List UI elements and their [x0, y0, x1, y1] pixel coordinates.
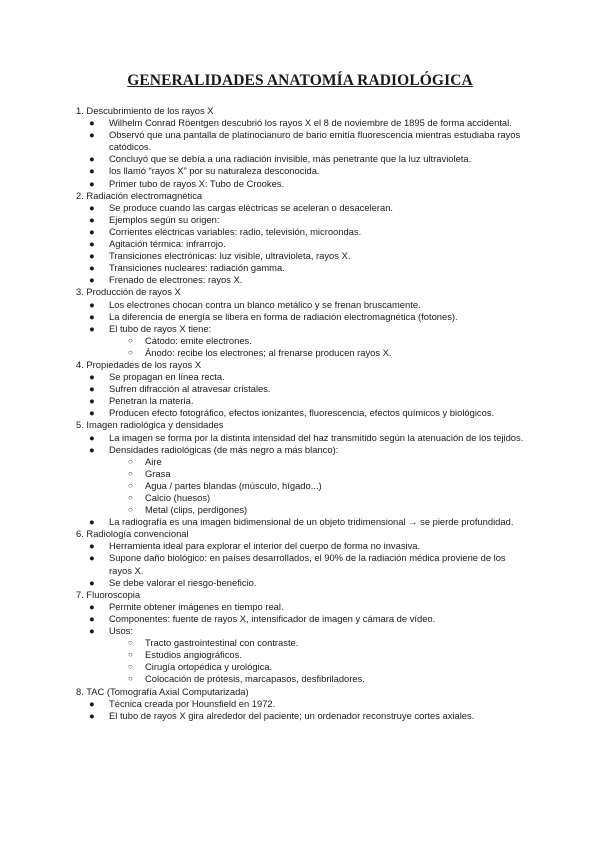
list-item-text: La radiografía es una imagen bidimensional de un objeto tridimensional → se pierde profundidad.	[109, 516, 514, 528]
list-item-text: Usos:	[109, 625, 133, 637]
bullet-icon: ●	[89, 407, 95, 419]
list-item	[76, 395, 526, 407]
list-item-text: Densidades radiológicas (de más negro a más blanco):	[109, 443, 339, 455]
list-item-text: Observó que una pantalla de platinocianuro de bario emitía fluorescencia mientras estudiaba rayos catódicos.	[109, 129, 521, 153]
bullet-icon: ●	[89, 600, 95, 612]
list-item	[76, 371, 526, 383]
list-item	[76, 323, 526, 335]
list-item-text: El tubo de rayos X tiene:	[109, 322, 212, 334]
section-1	[76, 105, 526, 190]
bullet-icon: ●	[89, 298, 95, 310]
bullet-icon: ●	[89, 322, 95, 334]
list-item-text: Wilhelm Conrad Röentgen descubrió los rayos X el 8 de noviembre de 1895 de forma accidental.	[109, 117, 512, 129]
section-5	[76, 419, 526, 528]
list-item	[76, 432, 526, 444]
bullet-icon: ●	[89, 709, 95, 721]
list-item	[76, 262, 526, 274]
list-item-text: Supone daño biológico: en países desarrollados, el 90% de la radiación médica proviene de los rayos X.	[109, 552, 506, 576]
list-item-text: Componentes: fuente de rayos X, intensificador de imagen y cámara de vídeo.	[109, 612, 436, 624]
section-heading: 6. Radiología convencional	[76, 528, 189, 540]
sub-list-item	[76, 492, 526, 504]
sub-list-item-text: Metal (clips, perdigones)	[145, 504, 248, 516]
circle-bullet-icon: ○	[128, 674, 133, 684]
bullet-icon: ●	[89, 165, 95, 177]
section-heading: 2. Radiación electromagnética	[76, 189, 203, 201]
bullet-icon: ●	[89, 262, 95, 274]
list-item-text: los llamó “rayos X” por su naturaleza desconocida.	[109, 165, 320, 177]
list-item	[76, 238, 526, 250]
sub-list-item-text: Calcio (huesos)	[145, 492, 211, 503]
list-item-text: Los electrones chocan contra un blanco metálico y se frenan bruscamente.	[109, 298, 421, 310]
circle-bullet-icon: ○	[128, 662, 133, 672]
bullet-icon: ●	[89, 383, 95, 395]
bullet-icon: ●	[89, 225, 95, 237]
list-item-text: Concluyó que se debía a una radiación invisible, más penetrante que la luz ultravioleta.	[109, 153, 472, 165]
bullet-icon: ●	[89, 177, 95, 189]
list-item-text: Se debe valorar el riesgo-beneficio.	[109, 576, 257, 588]
bullet-icon: ●	[89, 201, 95, 213]
list-item-text: Herramienta ideal para explorar el interior del cuerpo de forma no invasiva.	[109, 540, 421, 552]
list-item	[76, 250, 526, 262]
list-item-text: Ejemplos según su origen:	[109, 213, 220, 225]
list-item	[76, 383, 526, 395]
sub-list-item	[76, 335, 526, 347]
list-item-text: Técnica creada por Hounsfield en 1972.	[109, 697, 276, 709]
list-item-text: Producen efecto fotográfico, efectos ionizantes, fluorescencia, efectos químicos y biológicos.	[109, 407, 495, 419]
sub-list-item-text: Cátodo: emite electrones.	[145, 334, 252, 346]
list-item-text: Corrientes eléctricas variables: radio, televisión, microondas.	[109, 225, 362, 237]
sub-list-item	[76, 673, 526, 685]
sub-list-item	[76, 456, 526, 468]
list-item	[76, 117, 526, 129]
section-heading: 3. Producción de rayos X	[76, 286, 181, 298]
list-item	[76, 577, 526, 589]
list-item	[76, 311, 526, 323]
list-item-text: Agitación térmica: infrarrojo.	[109, 238, 226, 250]
circle-bullet-icon: ○	[128, 638, 133, 648]
bullet-icon: ●	[89, 612, 95, 624]
list-item	[76, 165, 526, 177]
sub-list-item	[76, 347, 526, 359]
sub-list-item-text: Colocación de prótesis, marcapasos, desfibriladores.	[145, 673, 365, 685]
sub-list-item	[76, 504, 526, 516]
list-item-text: Sufren difracción al atravesar cristales.	[109, 383, 271, 395]
bullet-icon: ●	[89, 250, 95, 262]
circle-bullet-icon: ○	[128, 493, 133, 502]
document-body	[76, 105, 526, 722]
list-item	[76, 178, 526, 190]
list-item	[76, 214, 526, 226]
section-heading: 4. Propiedades de los rayos X	[76, 358, 202, 370]
list-item	[76, 299, 526, 311]
list-item	[76, 407, 526, 419]
bullet-icon: ●	[89, 153, 95, 165]
bullet-icon: ●	[89, 238, 95, 250]
list-item	[76, 153, 526, 165]
section-2	[76, 190, 526, 287]
bullet-icon: ●	[89, 117, 95, 129]
list-item	[76, 601, 526, 613]
bullet-icon: ●	[89, 274, 95, 286]
sub-list-item	[76, 637, 526, 649]
list-item	[76, 226, 526, 238]
sub-list-item-text: Cirugía ortopédica y urológica.	[145, 661, 273, 673]
circle-bullet-icon: ○	[128, 456, 133, 466]
list-item-text: Penetran la materia.	[109, 395, 194, 407]
list-item	[76, 540, 526, 552]
sub-list-item-text: Agua / partes blandas (músculo, hígado...)	[145, 479, 322, 491]
bullet-icon: ●	[89, 431, 95, 443]
list-item	[76, 710, 526, 722]
list-item-text: Permite obtener imágenes en tiempo real.	[109, 600, 284, 612]
list-item	[76, 274, 526, 286]
sub-list-item-text: Ánodo: recibe los electrones; al frenarse producen rayos X.	[145, 346, 392, 358]
bullet-icon: ●	[89, 129, 95, 141]
list-item-text: La imagen se forma por la distinta intensidad del haz transmitido según la atenuación de los tejidos.	[109, 431, 524, 443]
bullet-icon: ●	[89, 552, 95, 564]
circle-bullet-icon: ○	[128, 480, 133, 490]
sub-list-item	[76, 649, 526, 661]
section-8	[76, 686, 526, 722]
section-heading: 7. Fluoroscopia	[76, 588, 141, 600]
list-item	[76, 516, 526, 528]
sub-list-item	[76, 661, 526, 673]
section-4	[76, 359, 526, 419]
bullet-icon: ●	[89, 395, 95, 407]
section-heading: 1. Descubrimiento de los rayos X	[76, 105, 214, 116]
list-item-text: Transiciones electrónicas: luz visible, ultravioleta, rayos X.	[109, 250, 351, 262]
circle-bullet-icon: ○	[128, 347, 133, 357]
circle-bullet-icon: ○	[128, 505, 133, 515]
sub-list-item-text: Tracto gastrointestinal con contraste.	[145, 637, 299, 649]
list-item	[76, 552, 526, 576]
list-item-text: Se propagan en línea recta.	[109, 371, 225, 383]
list-item-text: Transiciones nucleares: radiación gamma.	[109, 262, 285, 274]
section-heading: 8. TAC (Tomografía Axial Computarizada)	[76, 685, 249, 697]
bullet-icon: ●	[89, 697, 95, 709]
list-item-text: Frenado de electrones: rayos X.	[109, 274, 243, 286]
bullet-icon: ●	[89, 516, 95, 528]
bullet-icon: ●	[89, 576, 95, 588]
list-item	[76, 202, 526, 214]
bullet-icon: ●	[89, 310, 95, 322]
list-item	[76, 444, 526, 456]
sub-list-item-text: Grasa	[145, 467, 171, 479]
bullet-icon: ●	[89, 625, 95, 637]
sub-list-item-text: Aire	[145, 455, 162, 467]
section-6	[76, 528, 526, 588]
section-heading: 5. Imagen radiológica y densidades	[76, 419, 224, 431]
list-item-text: La diferencia de energía se libera en forma de radiación electromagnética (fotones).	[109, 310, 458, 322]
sub-list-item	[76, 480, 526, 492]
list-item	[76, 625, 526, 637]
list-item	[76, 698, 526, 710]
bullet-icon: ●	[89, 443, 95, 455]
section-3	[76, 286, 526, 359]
bullet-icon: ●	[89, 371, 95, 383]
section-7	[76, 589, 526, 686]
list-item	[76, 613, 526, 625]
bullet-icon: ●	[89, 540, 95, 552]
bullet-icon: ●	[89, 213, 95, 225]
circle-bullet-icon: ○	[128, 650, 133, 660]
list-item	[76, 129, 526, 153]
sub-list-item-text: Estudios angiográficos.	[145, 649, 242, 661]
sub-list-item	[76, 468, 526, 480]
circle-bullet-icon: ○	[128, 335, 133, 345]
list-item-text: Se produce cuando las cargas eléctricas se aceleran o desaceleran.	[109, 201, 394, 213]
list-item-text: Primer tubo de rayos X: Tubo de Crookes.	[109, 177, 285, 189]
page-title: GENERALIDADES ANATOMÍA RADIOLÓGICA	[127, 72, 473, 89]
circle-bullet-icon: ○	[128, 468, 133, 478]
list-item-text: El tubo de rayos X gira alrededor del paciente; un ordenador reconstruye cortes axiales.	[109, 709, 475, 721]
